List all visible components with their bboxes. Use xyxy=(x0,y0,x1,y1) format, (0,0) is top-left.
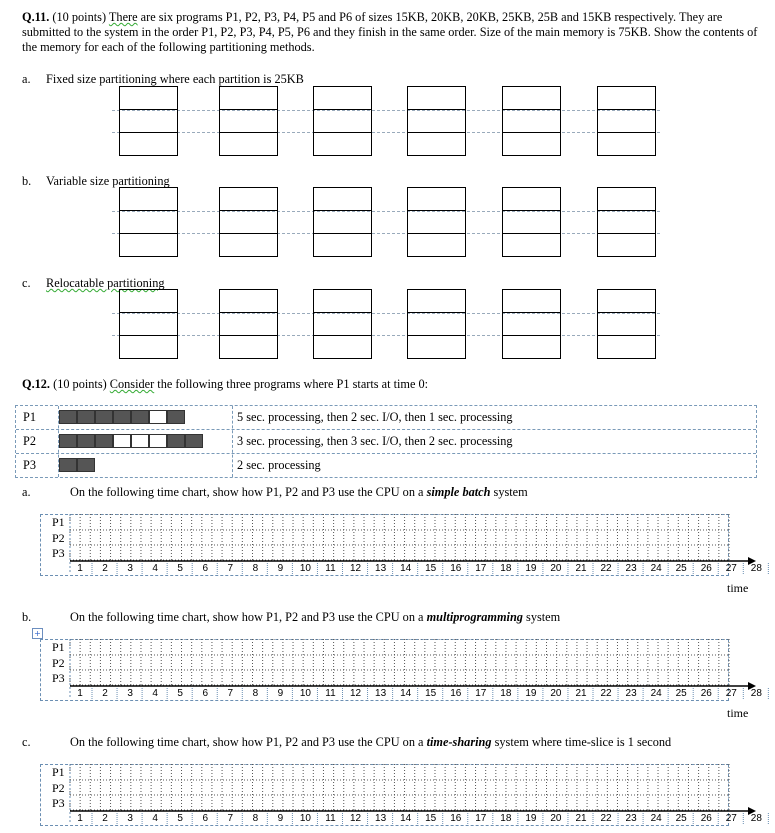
memory-slot xyxy=(314,188,371,211)
chart-row-label: P2 xyxy=(52,530,65,545)
time-tick-label: 6 xyxy=(202,563,209,574)
time-tick-label: 20 xyxy=(550,813,562,824)
time-tick-label: 3 xyxy=(127,813,133,824)
memory-slot xyxy=(314,87,371,110)
q12-part-c-text xyxy=(70,735,671,750)
q12-points: (10 points) xyxy=(53,377,107,391)
io-block xyxy=(113,434,131,448)
time-tick-label: 16 xyxy=(450,688,462,699)
cpu-block xyxy=(59,410,77,424)
time-tick-label: 17 xyxy=(475,688,487,699)
memory-slot xyxy=(503,234,560,256)
time-tick-label: 25 xyxy=(675,813,687,824)
time-tick-label: 24 xyxy=(650,563,662,574)
memory-slot xyxy=(314,133,371,155)
time-tick-label: 22 xyxy=(600,688,612,699)
memory-slot xyxy=(120,110,177,133)
memory-slot xyxy=(220,87,277,110)
guide-line xyxy=(112,132,660,133)
memory-box xyxy=(407,289,466,359)
cpu-block xyxy=(77,410,95,424)
memory-box xyxy=(502,187,561,257)
time-axis-label: time xyxy=(727,581,749,595)
program-desc: 3 sec. processing, then 3 sec. I/O, then 2 sec. processing xyxy=(237,434,513,448)
time-tick-label: 5 xyxy=(177,688,183,699)
q11-paragraph xyxy=(22,10,762,55)
memory-slot xyxy=(408,87,465,110)
memory-slot xyxy=(408,336,465,358)
time-tick-label: 28 xyxy=(750,688,762,699)
time-tick-label: 26 xyxy=(700,563,712,574)
program-name: P2 xyxy=(23,434,36,448)
q12-part-c-suffix: system where time-slice is 1 second xyxy=(494,735,672,749)
memory-slot xyxy=(408,313,465,336)
memory-box xyxy=(313,289,372,359)
memory-box xyxy=(219,187,278,257)
chart-row-label: P2 xyxy=(52,780,65,795)
q11-part-c-text: Relocatable partitioning xyxy=(46,276,165,290)
cpu-block xyxy=(77,458,95,472)
time-tick-label: 21 xyxy=(575,813,587,824)
memory-slot xyxy=(503,211,560,234)
time-tick-label: 3 xyxy=(127,688,133,699)
q12-part-b-prefix: On the following time chart, show how P1, P2 and P3 use the CPU on a xyxy=(70,610,424,624)
memory-box xyxy=(119,86,178,156)
q11-part-b-letter: b. xyxy=(22,174,32,188)
time-tick-label: 15 xyxy=(425,688,437,699)
time-tick-label: 21 xyxy=(575,688,587,699)
q12-part-c-letter: c. xyxy=(22,735,31,749)
memory-slot xyxy=(503,87,560,110)
time-tick-label: 7 xyxy=(227,813,234,824)
q11-number: Q.11. xyxy=(22,10,50,24)
memory-slot xyxy=(598,133,655,155)
memory-slot xyxy=(120,133,177,155)
time-tick-label: 18 xyxy=(500,563,512,574)
chart-row-label: P3 xyxy=(52,796,65,810)
memory-slot xyxy=(314,290,371,313)
memory-box xyxy=(597,289,656,359)
time-tick-label: 25 xyxy=(675,688,687,699)
cpu-block xyxy=(59,434,77,448)
time-tick-label: 4 xyxy=(152,688,158,699)
time-axis-label: time xyxy=(727,706,749,720)
time-tick-label: 6 xyxy=(202,688,209,699)
time-tick-label: 13 xyxy=(375,813,387,824)
memory-box xyxy=(407,86,466,156)
time-tick-label: 14 xyxy=(400,563,412,574)
memory-slot xyxy=(314,336,371,358)
cpu-block xyxy=(59,458,77,472)
time-tick-label: 1 xyxy=(77,813,83,824)
memory-slot xyxy=(120,336,177,358)
q12-part-b-text xyxy=(70,610,560,625)
program-desc: 2 sec. processing xyxy=(237,458,321,472)
memory-box xyxy=(313,86,372,156)
time-chart-multiprogramming xyxy=(40,639,762,699)
cpu-block xyxy=(185,434,203,448)
memory-slot xyxy=(314,234,371,256)
q12-part-a-prefix: On the following time chart, show how P1, P2 and P3 use the CPU on a xyxy=(70,485,424,499)
time-tick-label: 15 xyxy=(425,813,437,824)
q12-part-c-prefix: On the following time chart, show how P1, P2 and P3 use the CPU on a xyxy=(70,735,424,749)
time-tick-label: 7 xyxy=(227,563,234,574)
time-tick-label: 12 xyxy=(349,688,362,699)
q12-part-a-letter: a. xyxy=(22,485,31,499)
chart-row-label: P2 xyxy=(52,655,65,670)
time-tick-label: 19 xyxy=(525,563,537,574)
memory-box xyxy=(219,86,278,156)
q12-part-a-text xyxy=(70,485,528,500)
memory-box xyxy=(502,289,561,359)
memory-box xyxy=(313,187,372,257)
memory-slot xyxy=(503,188,560,211)
memory-slot xyxy=(503,336,560,358)
time-tick-label: 18 xyxy=(500,813,512,824)
program-table xyxy=(15,405,757,478)
cpu-block xyxy=(95,410,113,424)
time-tick-label: 2 xyxy=(102,813,108,824)
time-tick-label: 9 xyxy=(277,688,284,699)
memory-slot xyxy=(598,336,655,358)
time-tick-label: 12 xyxy=(349,563,362,574)
program-name: P3 xyxy=(23,458,36,472)
chart-row-label: P3 xyxy=(52,671,65,685)
program-row-p1 xyxy=(16,406,756,430)
cpu-block xyxy=(167,434,185,448)
memory-slot xyxy=(120,290,177,313)
time-tick-label: 5 xyxy=(177,563,183,574)
time-tick-label: 2 xyxy=(102,563,108,574)
io-block xyxy=(149,434,167,448)
memory-slot xyxy=(598,188,655,211)
memory-slot xyxy=(408,110,465,133)
memory-slot xyxy=(120,211,177,234)
memory-slot xyxy=(598,313,655,336)
time-tick-label: 27 xyxy=(725,813,737,824)
memory-slot xyxy=(408,290,465,313)
memory-slot xyxy=(314,313,371,336)
time-tick-label: 4 xyxy=(152,563,158,574)
cpu-block xyxy=(95,434,113,448)
time-tick-label: 8 xyxy=(252,563,259,574)
time-tick-label: 9 xyxy=(277,563,284,574)
time-tick-label: 27 xyxy=(725,563,737,574)
q12-text: the following three programs where P1 starts at time 0: xyxy=(157,377,429,391)
time-tick-label: 11 xyxy=(325,563,336,574)
memory-box xyxy=(119,187,178,257)
q11-part-b-text: Variable size partitioning xyxy=(46,174,170,188)
time-tick-label: 9 xyxy=(277,813,284,824)
time-tick-label: 14 xyxy=(400,813,412,824)
time-tick-label: 17 xyxy=(475,563,487,574)
memory-box xyxy=(597,187,656,257)
memory-slot xyxy=(598,211,655,234)
time-tick-label: 12 xyxy=(349,813,362,824)
cpu-block xyxy=(131,410,149,424)
guide-line xyxy=(112,313,660,314)
memory-slot xyxy=(408,188,465,211)
q11-part-a-letter: a. xyxy=(22,72,31,86)
program-row-p2 xyxy=(16,430,756,454)
memory-slot xyxy=(220,211,277,234)
memory-box xyxy=(597,86,656,156)
memory-slot xyxy=(220,188,277,211)
program-desc: 5 sec. processing, then 2 sec. I/O, then 1 sec. processing xyxy=(237,410,513,424)
memory-slot xyxy=(220,110,277,133)
q12-number: Q.12. xyxy=(22,377,51,391)
time-tick-label: 16 xyxy=(450,563,462,574)
time-tick-label: 27 xyxy=(725,688,737,699)
time-tick-label: 28 xyxy=(750,563,762,574)
memory-slot xyxy=(408,133,465,155)
time-tick-label: 13 xyxy=(375,688,387,699)
time-tick-label: 1 xyxy=(77,563,83,574)
memory-box xyxy=(407,187,466,257)
time-tick-label: 10 xyxy=(299,813,311,824)
time-tick-label: 22 xyxy=(600,563,612,574)
time-tick-label: 14 xyxy=(400,688,412,699)
time-tick-label: 10 xyxy=(299,688,311,699)
q12-part-a-emph: simple batch xyxy=(426,485,491,499)
memory-slot xyxy=(598,110,655,133)
time-tick-label: 22 xyxy=(600,813,612,824)
guide-line xyxy=(112,211,660,212)
time-tick-label: 28 xyxy=(750,813,762,824)
cpu-block xyxy=(167,410,185,424)
memory-slot xyxy=(314,211,371,234)
chart-row-label: P3 xyxy=(52,546,65,560)
time-tick-label: 20 xyxy=(550,563,562,574)
memory-slot xyxy=(120,188,177,211)
time-tick-label: 23 xyxy=(625,813,637,824)
time-chart-time-sharing xyxy=(40,764,762,824)
q12-part-c-emph: time-sharing xyxy=(426,735,492,749)
time-tick-label: 20 xyxy=(550,688,562,699)
memory-slot xyxy=(503,110,560,133)
program-row-p3 xyxy=(16,454,756,477)
time-tick-label: 2 xyxy=(102,688,108,699)
q12-part-a-suffix: system xyxy=(493,485,528,499)
q11-points: (10 points) xyxy=(52,10,107,24)
chart-row-label: P1 xyxy=(52,640,65,654)
io-block xyxy=(149,410,167,424)
q11-part-a-text: Fixed size partitioning where each partition is 25KB xyxy=(46,72,304,86)
memory-slot xyxy=(120,313,177,336)
q12-word-consider: Consider xyxy=(109,377,155,391)
time-tick-label: 5 xyxy=(177,813,183,824)
chart-row-label: P1 xyxy=(52,765,65,779)
memory-slot xyxy=(220,290,277,313)
cpu-block xyxy=(113,410,131,424)
memory-slot xyxy=(503,313,560,336)
q12-part-b-letter: b. xyxy=(22,610,32,624)
chart-row-label: P1 xyxy=(52,515,65,529)
q12-part-b-emph: multiprogramming xyxy=(426,610,523,624)
time-tick-label: 3 xyxy=(127,563,133,574)
time-tick-label: 11 xyxy=(325,688,336,699)
time-tick-label: 26 xyxy=(700,688,712,699)
io-block xyxy=(131,434,149,448)
cpu-block xyxy=(77,434,95,448)
guide-line xyxy=(112,335,660,336)
program-name: P1 xyxy=(23,410,36,424)
time-tick-label: 1 xyxy=(77,688,83,699)
q12-part-b-suffix: system xyxy=(526,610,561,624)
q11-text: are six programs P1, P2, P3, P4, P5 and P6 of sizes 15KB, 20KB, 20KB, 25KB, 25B and 15KB respectively. They are submitted to the system in the order P1, P2, P3, P4, P5, P6 and they finish in the same order. Size of the main memory is 75KB. Show the contents of the memory for each of the following partitioning methods. xyxy=(22,10,758,54)
memory-box xyxy=(502,86,561,156)
memory-slot xyxy=(220,313,277,336)
time-tick-label: 13 xyxy=(375,563,387,574)
time-chart-simple-batch xyxy=(40,514,762,574)
memory-slot xyxy=(220,234,277,256)
time-tick-label: 16 xyxy=(450,813,462,824)
time-tick-label: 10 xyxy=(299,563,311,574)
time-tick-label: 23 xyxy=(625,688,637,699)
memory-slot xyxy=(220,133,277,155)
q12-heading xyxy=(22,377,428,392)
memory-slot xyxy=(220,336,277,358)
time-tick-label: 24 xyxy=(650,813,662,824)
memory-slot xyxy=(314,110,371,133)
memory-box xyxy=(219,289,278,359)
time-tick-label: 6 xyxy=(202,813,209,824)
time-tick-label: 23 xyxy=(625,563,637,574)
time-tick-label: 8 xyxy=(252,813,259,824)
memory-slot xyxy=(598,87,655,110)
time-tick-label: 11 xyxy=(325,813,336,824)
time-tick-label: 17 xyxy=(475,813,487,824)
time-tick-label: 7 xyxy=(227,688,234,699)
memory-slot xyxy=(503,133,560,155)
time-tick-label: 26 xyxy=(700,813,712,824)
memory-slot xyxy=(120,87,177,110)
time-tick-label: 21 xyxy=(575,563,587,574)
memory-box xyxy=(119,289,178,359)
time-tick-label: 18 xyxy=(500,688,512,699)
q11-word-there: There xyxy=(108,10,138,24)
move-handle-icon[interactable]: + xyxy=(32,628,43,639)
memory-slot xyxy=(503,290,560,313)
time-tick-label: 8 xyxy=(252,688,259,699)
guide-line xyxy=(112,233,660,234)
memory-slot xyxy=(598,290,655,313)
time-tick-label: 4 xyxy=(152,813,158,824)
memory-slot xyxy=(408,211,465,234)
time-tick-label: 19 xyxy=(525,688,537,699)
time-tick-label: 24 xyxy=(650,688,662,699)
time-tick-label: 15 xyxy=(425,563,437,574)
memory-slot xyxy=(120,234,177,256)
q11-part-c-letter: c. xyxy=(22,276,31,290)
time-tick-label: 25 xyxy=(675,563,687,574)
memory-slot xyxy=(598,234,655,256)
time-tick-label: 19 xyxy=(525,813,537,824)
memory-slot xyxy=(408,234,465,256)
guide-line xyxy=(112,110,660,111)
